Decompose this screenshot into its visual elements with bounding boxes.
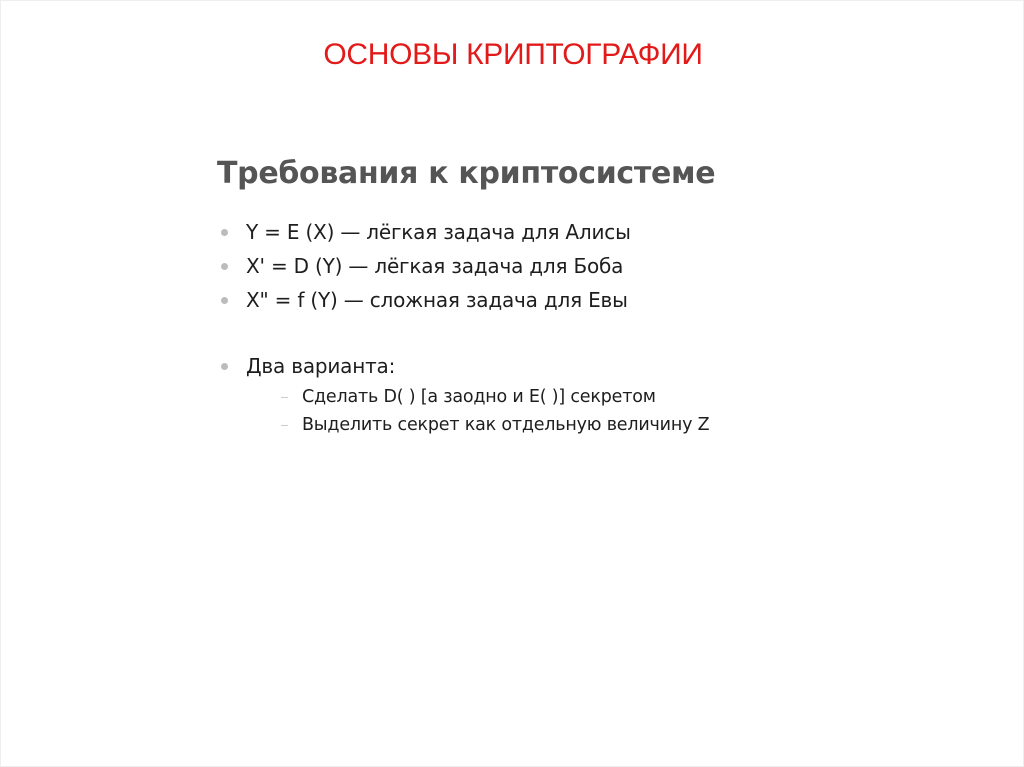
slide-content — [217, 151, 857, 439]
sub-list-item — [217, 383, 857, 411]
sub-bullet-list — [217, 383, 857, 439]
sub-list-item-text: Сделать D( ) [а заодно и E( )] секретом — [302, 387, 656, 407]
sub-list-item — [217, 411, 857, 439]
list-item-text: Y = E (X) — лёгкая задача для Алисы — [246, 220, 631, 244]
bullet-dot-icon — [221, 363, 228, 370]
list-item-text: Два варианта: — [246, 354, 396, 378]
slide-title: ОСНОВЫ КРИПТОГРАФИИ — [323, 38, 703, 71]
dash-bullet-icon — [281, 425, 288, 426]
bullet-dot-icon — [221, 263, 228, 270]
sub-list-item-text: Выделить секрет как отдельную величину Z — [302, 415, 710, 435]
bullet-dot-icon — [221, 297, 228, 304]
list-spacer — [217, 317, 857, 349]
bullet-dot-icon — [221, 229, 228, 236]
list-item-text: X" = f (Y) — сложная задача для Евы — [246, 288, 628, 312]
list-item — [217, 249, 857, 283]
content-heading: Требования к криптосистеме — [217, 156, 716, 191]
list-item-text: X' = D (Y) — лёгкая задача для Боба — [246, 254, 624, 278]
dash-bullet-icon — [281, 397, 288, 398]
list-item — [217, 283, 857, 317]
list-item — [217, 215, 857, 249]
bullet-list — [217, 215, 857, 383]
list-item-variants — [217, 349, 857, 383]
